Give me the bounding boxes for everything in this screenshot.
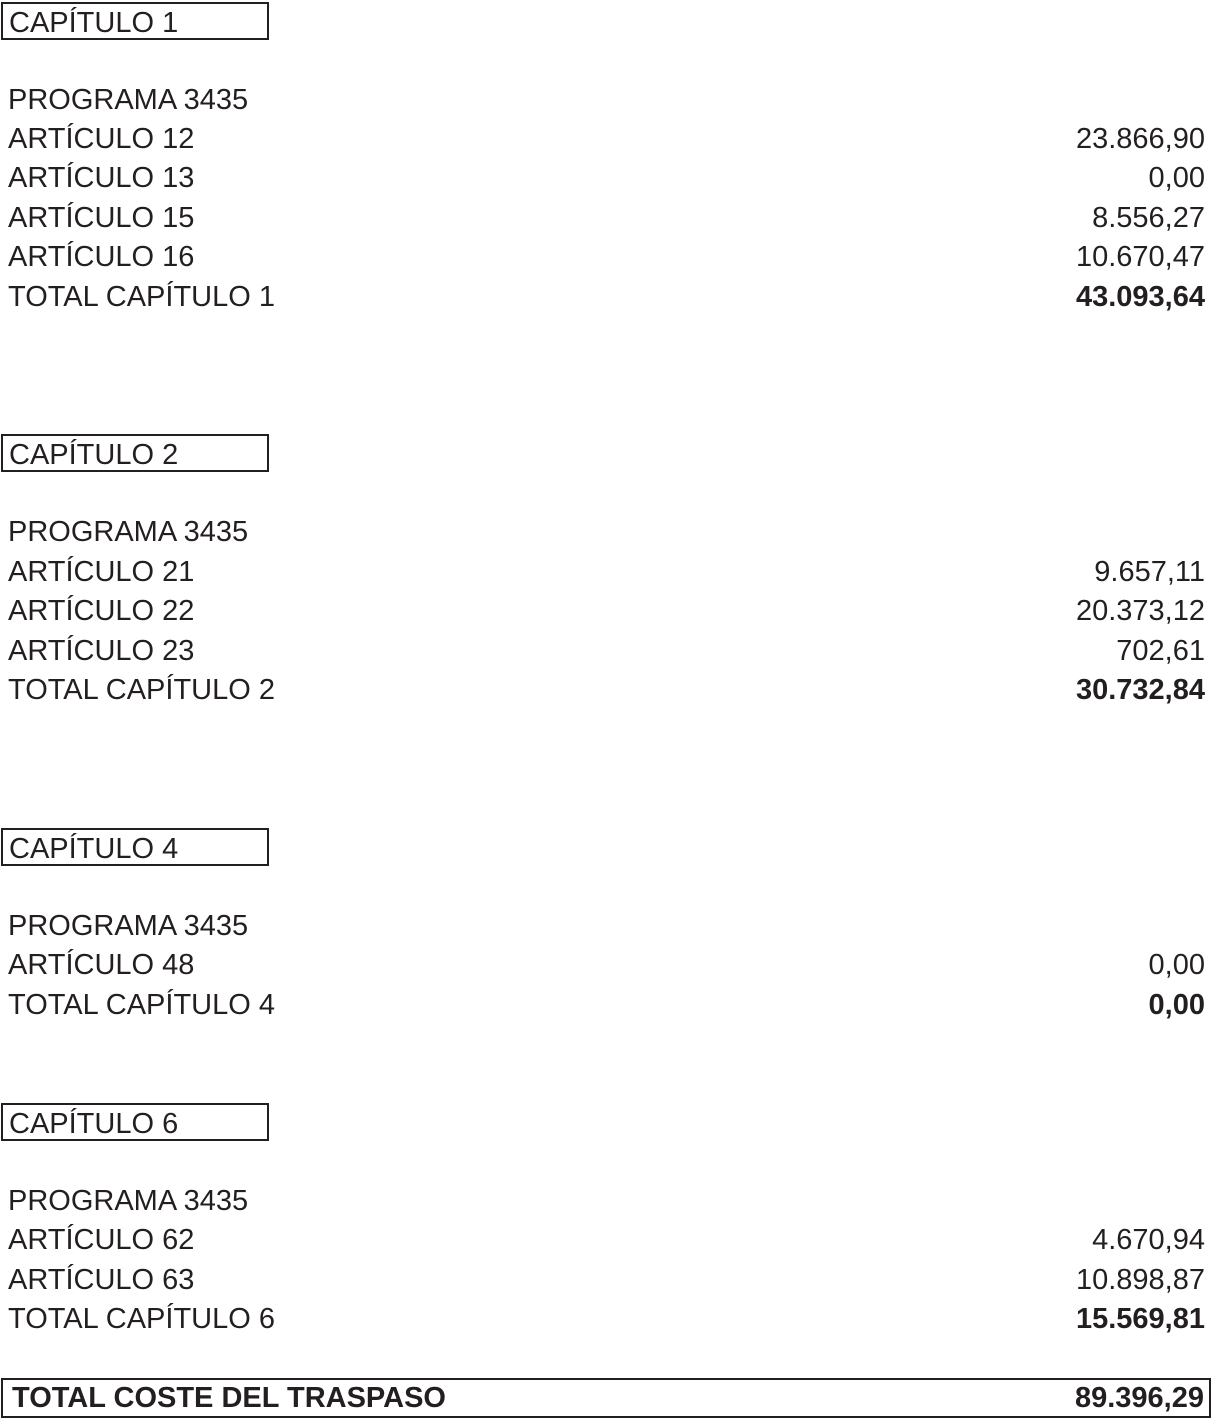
grand-total-label: TOTAL COSTE DEL TRASPASO — [12, 1382, 446, 1414]
chapter-6-total — [8, 1301, 1205, 1337]
chapter-1-program — [8, 82, 1205, 118]
total-label: TOTAL CAPÍTULO 6 — [8, 1303, 275, 1335]
list-item — [8, 633, 1205, 669]
chapter-2-total — [8, 672, 1205, 708]
article-label: ARTÍCULO 62 — [8, 1224, 195, 1256]
list-item — [8, 554, 1205, 590]
article-amount: 8.556,27 — [1092, 202, 1205, 234]
chapter-1-total — [8, 279, 1205, 315]
program-label: PROGRAMA 3435 — [8, 910, 249, 942]
list-item — [8, 121, 1205, 157]
chapter-2-title: CAPÍTULO 2 — [1, 434, 269, 472]
list-item — [8, 239, 1205, 275]
chapter-4-program — [8, 908, 1205, 944]
article-amount: 9.657,11 — [1094, 556, 1205, 588]
article-amount: 10.670,47 — [1075, 241, 1205, 273]
article-amount: 0,00 — [1148, 949, 1205, 981]
total-label: TOTAL CAPÍTULO 1 — [8, 281, 275, 313]
article-label: ARTÍCULO 13 — [8, 162, 195, 194]
program-label: PROGRAMA 3435 — [8, 84, 249, 116]
article-amount: 702,61 — [1116, 635, 1205, 667]
program-label: PROGRAMA 3435 — [8, 1185, 249, 1217]
chapter-4-title: CAPÍTULO 4 — [1, 828, 269, 866]
total-label: TOTAL CAPÍTULO 4 — [8, 989, 275, 1021]
chapter-6-title: CAPÍTULO 6 — [1, 1103, 269, 1141]
total-amount: 15.569,81 — [1075, 1303, 1205, 1335]
list-item — [8, 160, 1205, 196]
chapter-1-title: CAPÍTULO 1 — [1, 2, 269, 40]
grand-total-row — [1, 1378, 1211, 1418]
list-item — [8, 1222, 1205, 1258]
article-label: ARTÍCULO 22 — [8, 595, 195, 627]
total-amount: 43.093,64 — [1075, 281, 1205, 313]
article-label: ARTÍCULO 63 — [8, 1264, 195, 1296]
chapter-4-total — [8, 987, 1205, 1023]
article-amount: 4.670,94 — [1092, 1224, 1205, 1256]
program-label: PROGRAMA 3435 — [8, 516, 249, 548]
article-label: ARTÍCULO 12 — [8, 123, 195, 155]
list-item — [8, 947, 1205, 983]
article-label: ARTÍCULO 16 — [8, 241, 195, 273]
total-amount: 0,00 — [1148, 989, 1205, 1021]
article-label: ARTÍCULO 21 — [8, 556, 195, 588]
chapter-2-program — [8, 514, 1205, 550]
list-item — [8, 200, 1205, 236]
article-label: ARTÍCULO 15 — [8, 202, 195, 234]
list-item — [8, 593, 1205, 629]
article-amount: 10.898,87 — [1075, 1264, 1205, 1296]
total-label: TOTAL CAPÍTULO 2 — [8, 674, 275, 706]
article-amount: 20.373,12 — [1075, 595, 1205, 627]
chapter-6-program — [8, 1183, 1205, 1219]
total-amount: 30.732,84 — [1075, 674, 1205, 706]
list-item — [8, 1262, 1205, 1298]
article-label: ARTÍCULO 23 — [8, 635, 195, 667]
article-amount: 23.866,90 — [1075, 123, 1205, 155]
grand-total-amount: 89.396,29 — [1074, 1382, 1204, 1414]
article-amount: 0,00 — [1148, 162, 1205, 194]
article-label: ARTÍCULO 48 — [8, 949, 195, 981]
